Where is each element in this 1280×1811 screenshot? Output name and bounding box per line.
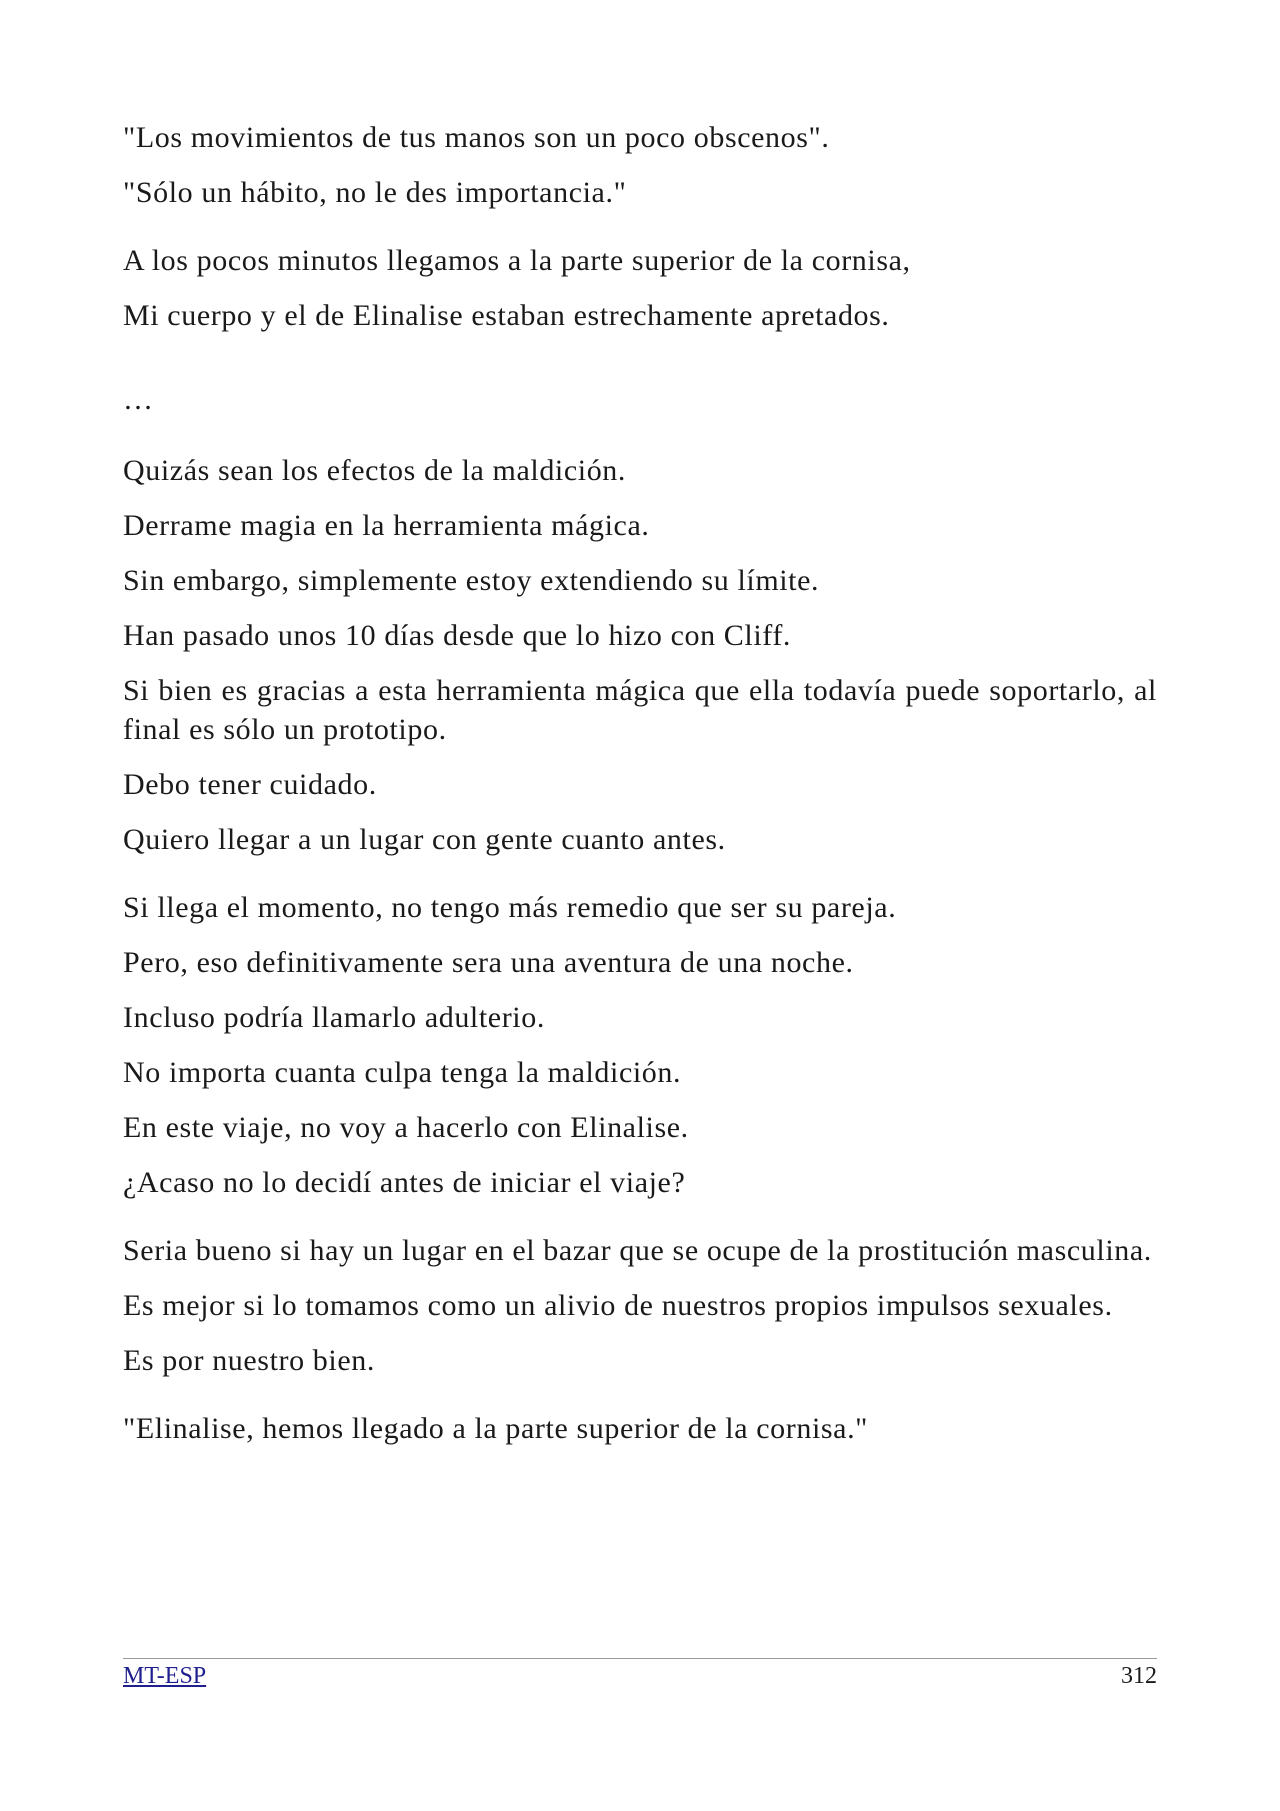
paragraph: "Elinalise, hemos llegado a la parte superior de la cornisa."	[123, 1412, 869, 1445]
body-text	[123, 118, 1157, 1464]
paragraph: Mi cuerpo y el de Elinalise estaban estrechamente apretados.	[123, 299, 890, 332]
paragraph: En este viaje, no voy a hacerlo con Elinalise.	[123, 1111, 689, 1144]
paragraph: Sin embargo, simplemente estoy extendiendo su límite.	[123, 564, 820, 597]
scene-break: …	[123, 383, 154, 416]
paragraph: Derrame magia en la herramienta mágica.	[123, 509, 650, 542]
paragraph: Quizás sean los efectos de la maldición.	[123, 454, 627, 487]
paragraph: Es mejor si lo tomamos como un alivio de nuestros propios impulsos sexuales.	[123, 1289, 1113, 1322]
paragraph: Es por nuestro bien.	[123, 1344, 375, 1377]
paragraph: Han pasado unos 10 días desde que lo hizo con Cliff.	[123, 619, 792, 652]
paragraph: "Los movimientos de tus manos son un poco obscenos".	[123, 121, 830, 154]
paragraph: Pero, eso definitivamente sera una aventura de una noche.	[123, 946, 854, 979]
paragraph: No importa cuanta culpa tenga la maldición.	[123, 1056, 682, 1089]
paragraph: "Sólo un hábito, no le des importancia."	[123, 176, 627, 209]
footer-divider	[123, 1658, 1157, 1659]
page-number: 312	[1121, 1663, 1157, 1689]
paragraph: Si bien es gracias a esta herramienta mágica que ella todavía puede soportarlo, al final es sólo un prototipo.	[123, 674, 1157, 746]
paragraph: Debo tener cuidado.	[123, 768, 377, 801]
paragraph: Quiero llegar a un lugar con gente cuanto antes.	[123, 823, 726, 856]
paragraph: Seria bueno si hay un lugar en el bazar que se ocupe de la prostitución masculina.	[123, 1234, 1152, 1267]
paragraph: Si llega el momento, no tengo más remedio que ser su pareja.	[123, 891, 897, 924]
paragraph: Incluso podría llamarlo adulterio.	[123, 1001, 545, 1034]
paragraph: ¿Acaso no lo decidí antes de iniciar el viaje?	[123, 1166, 686, 1199]
paragraph: A los pocos minutos llegamos a la parte superior de la cornisa,	[123, 244, 911, 277]
footer-link[interactable]: MT-ESP	[123, 1663, 207, 1689]
